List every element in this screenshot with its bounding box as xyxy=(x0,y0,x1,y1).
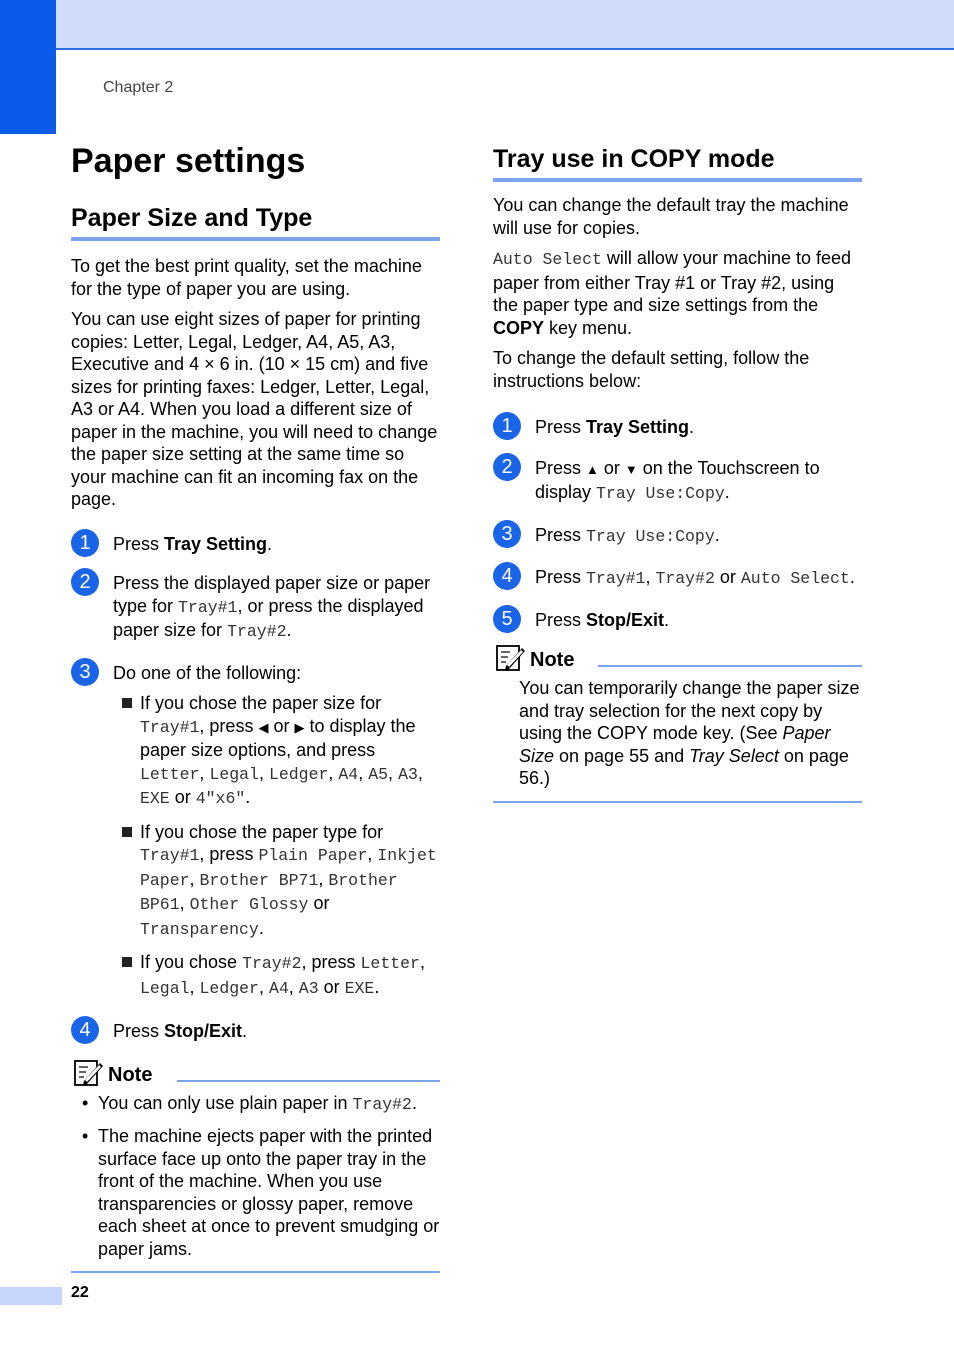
lcd-text: A5 xyxy=(368,764,389,784)
step-text: Press xyxy=(535,567,587,587)
lcd-text: A3 xyxy=(398,764,418,784)
copy-step-1 xyxy=(493,416,862,439)
intro-paragraph: To get the best print quality, set the machine for the type of paper you are using. xyxy=(71,256,422,299)
right-arrow-icon: ▶ xyxy=(294,719,305,735)
lcd-text: Transparency xyxy=(140,919,259,939)
lcd-text: Legal xyxy=(140,978,190,998)
lcd-text: A3 xyxy=(298,978,319,998)
step-number-1: 1 xyxy=(493,412,521,440)
step-text: . xyxy=(242,1021,248,1041)
note-pencil-icon xyxy=(496,644,526,672)
key-name: Tray Setting xyxy=(164,533,268,554)
separator: , xyxy=(367,844,378,864)
down-arrow-icon: ▼ xyxy=(624,461,638,477)
lcd-text: Tray Use:Copy xyxy=(586,526,715,546)
step-text: Press xyxy=(535,524,587,545)
separator: , xyxy=(258,976,269,997)
lcd-text: EXE xyxy=(344,978,375,998)
up-arrow-icon: ▲ xyxy=(586,461,599,477)
separator: , xyxy=(258,762,269,783)
key-name: Stop/Exit xyxy=(586,609,665,630)
lcd-text: EXE xyxy=(140,789,170,808)
note-text: The machine ejects paper with the printed surface face up onto the paper tray in the front of the machine. When you use transparencies or glossy paper, remove each sheet at once to prevent smudging or paper jams. xyxy=(98,1126,440,1259)
page-number: 22 xyxy=(71,1284,89,1301)
option-text: , press xyxy=(199,844,259,864)
separator: , xyxy=(388,762,399,783)
step-text: Press xyxy=(535,609,587,630)
note-rule xyxy=(598,665,862,667)
lcd-text: Letter xyxy=(360,954,420,973)
step-number-3: 3 xyxy=(71,658,99,686)
step-text: . xyxy=(286,620,292,640)
note-title: Note xyxy=(530,649,575,671)
step-3 xyxy=(71,662,440,685)
step-text: Press xyxy=(113,533,165,554)
step-4 xyxy=(71,1020,440,1043)
option-text: . xyxy=(245,787,251,807)
step-2 xyxy=(71,572,440,644)
step-text: , or press the displayed paper size for xyxy=(113,595,424,640)
chapter-tab xyxy=(0,0,56,134)
section-title-tray-use: Tray use in COPY mode xyxy=(493,145,775,173)
step-text: Press xyxy=(535,457,587,478)
bullet-mark: • xyxy=(82,1126,89,1146)
option-text: If you chose xyxy=(140,952,243,972)
option-paper-type-tray1 xyxy=(71,821,440,942)
lcd-text: A4 xyxy=(338,764,359,784)
separator: , xyxy=(288,976,299,997)
tray-intro-paragraph: You can change the default tray the machine will use for copies. xyxy=(493,195,849,238)
key-name: COPY xyxy=(493,317,545,338)
separator: , xyxy=(419,952,425,972)
paper-sizes-paragraph: You can use eight sizes of paper for printing copies: Letter, Legal, Ledger, A4, A5, A3, Executive and 4 × 6 in. (10 × 15 cm) and five sizes for printing faxes: Ledger, Letter, Legal, A3 or A4. When you load a different size of paper in the machine, you will need to change the paper size setting at the same time so your machine can fit an incoming fax on the page. xyxy=(71,309,438,509)
lcd-text: Brother BP61 xyxy=(140,870,398,914)
lcd-text: Tray#2 xyxy=(227,622,287,641)
note-bottom-rule xyxy=(71,1271,440,1273)
option-text: or xyxy=(169,787,196,807)
step-text: . xyxy=(267,533,273,554)
left-column xyxy=(71,140,440,1273)
option-text: or xyxy=(308,893,330,913)
note-header xyxy=(71,1059,440,1091)
step-text: . xyxy=(849,567,855,587)
lcd-text: A4 xyxy=(268,978,289,998)
option-text: If you chose the paper type for xyxy=(140,821,384,842)
right-column xyxy=(493,140,862,803)
lcd-text: Tray#1 xyxy=(586,569,646,588)
lcd-text: Ledger xyxy=(199,978,259,998)
step-number-5: 5 xyxy=(493,605,521,633)
step-1 xyxy=(71,533,440,556)
lcd-text: Tray#2 xyxy=(242,954,302,973)
lcd-text: Auto Select xyxy=(493,250,602,269)
section-title-paper-size: Paper Size and Type xyxy=(71,204,313,232)
page-title: Paper settings xyxy=(71,142,306,180)
auto-select-paragraph xyxy=(493,247,862,339)
step-text: Press the displayed paper size or paper type for xyxy=(113,573,431,616)
step-number-3: 3 xyxy=(493,520,521,548)
note-bullet-2 xyxy=(71,1125,440,1260)
step-text: on the Touchscreen to display xyxy=(535,457,820,502)
separator: , xyxy=(179,893,190,913)
note-text: on page 56.) xyxy=(519,745,849,788)
step-number-4: 4 xyxy=(493,562,521,590)
paragraph-text: will allow your machine to feed paper from either Tray #1 or Tray #2, using the paper type and size settings from the xyxy=(493,248,852,315)
copy-note-text xyxy=(493,677,862,790)
cross-reference: Tray Select xyxy=(689,745,779,766)
separator: , xyxy=(189,868,200,889)
note-title: Note xyxy=(108,1063,153,1086)
option-text: or xyxy=(318,976,345,997)
cross-reference: Paper Size xyxy=(519,723,831,766)
option-text: , press xyxy=(199,715,259,736)
note-text: on page 55 and xyxy=(554,745,690,766)
key-name: Tray Setting xyxy=(586,417,690,437)
step-number-2: 2 xyxy=(493,453,521,481)
step-text: . xyxy=(664,609,670,630)
option-text: . xyxy=(374,976,380,997)
paragraph-text: key menu. xyxy=(544,317,633,338)
lcd-text: Ledger xyxy=(268,764,329,784)
separator: , xyxy=(189,976,200,997)
step-number-2: 2 xyxy=(71,568,99,596)
step-text: . xyxy=(714,524,720,545)
note-text: You can only use plain paper in xyxy=(98,1092,353,1113)
key-name: Stop/Exit xyxy=(164,1021,243,1041)
option-text: , press xyxy=(301,952,361,972)
option-text: If you chose the paper size for xyxy=(140,693,382,713)
chapter-label: Chapter 2 xyxy=(103,79,174,96)
lcd-text: Other Glossy xyxy=(189,895,309,914)
lcd-text: Tray#2 xyxy=(352,1094,412,1114)
left-arrow-icon: ◀ xyxy=(258,719,269,735)
separator: , xyxy=(358,762,369,783)
lcd-text: Tray#1 xyxy=(140,717,200,737)
lcd-text: Plain Paper xyxy=(258,846,368,865)
lcd-text: Tray#1 xyxy=(140,846,200,865)
option-paper-size-tray1 xyxy=(71,692,440,811)
bullet-square-icon xyxy=(122,698,132,708)
step-text: . xyxy=(689,417,695,437)
option-tray2 xyxy=(71,951,440,1000)
lcd-text: Legal xyxy=(209,764,259,784)
separator: , xyxy=(318,868,329,889)
note-header xyxy=(493,644,862,676)
note-text: . xyxy=(411,1092,417,1113)
note-bullet-1 xyxy=(71,1092,440,1117)
copy-step-2 xyxy=(493,457,862,506)
step-number-4: 4 xyxy=(71,1016,99,1044)
step-text: Press xyxy=(113,1021,165,1041)
option-text: to display the paper size options, and press xyxy=(140,715,416,760)
separator: , xyxy=(645,567,656,587)
lcd-text: Auto Select xyxy=(740,569,850,588)
separator: , xyxy=(417,762,423,783)
lcd-text: 4"x6" xyxy=(195,789,246,808)
step-text: or xyxy=(598,457,625,478)
separator: , xyxy=(199,762,210,783)
step-text: . xyxy=(724,482,730,502)
lcd-text: Brother BP71 xyxy=(199,870,319,890)
step-text: or xyxy=(714,567,741,587)
copy-step-5 xyxy=(493,609,862,632)
option-text: . xyxy=(258,917,264,938)
bullet-mark: • xyxy=(82,1092,89,1113)
lcd-text: Inkjet Paper xyxy=(140,846,437,890)
lcd-text: Letter xyxy=(140,764,200,784)
separator: , xyxy=(328,762,339,783)
copy-step-3 xyxy=(493,524,862,549)
step-number-1: 1 xyxy=(71,529,99,557)
lcd-text: Tray#2 xyxy=(655,569,715,588)
step-text: Press xyxy=(535,417,587,437)
note-rule xyxy=(177,1080,440,1082)
bullet-square-icon xyxy=(122,957,132,967)
note-text: You can temporarily change the paper size and tray selection for the next copy by using the COPY mode key. (See xyxy=(519,678,860,743)
page-number-bar xyxy=(0,1287,62,1305)
lcd-text: Tray#1 xyxy=(178,597,238,617)
copy-step-4 xyxy=(493,566,862,591)
header-band xyxy=(0,0,954,50)
option-text: or xyxy=(268,715,295,736)
note-bottom-rule xyxy=(493,801,862,803)
instructions-paragraph: To change the default setting, follow the instructions below: xyxy=(493,348,810,391)
lcd-text: Tray Use:Copy xyxy=(596,484,725,503)
step-text: Do one of the following: xyxy=(113,662,302,683)
note-pencil-icon xyxy=(74,1059,104,1087)
bullet-square-icon xyxy=(122,827,132,837)
